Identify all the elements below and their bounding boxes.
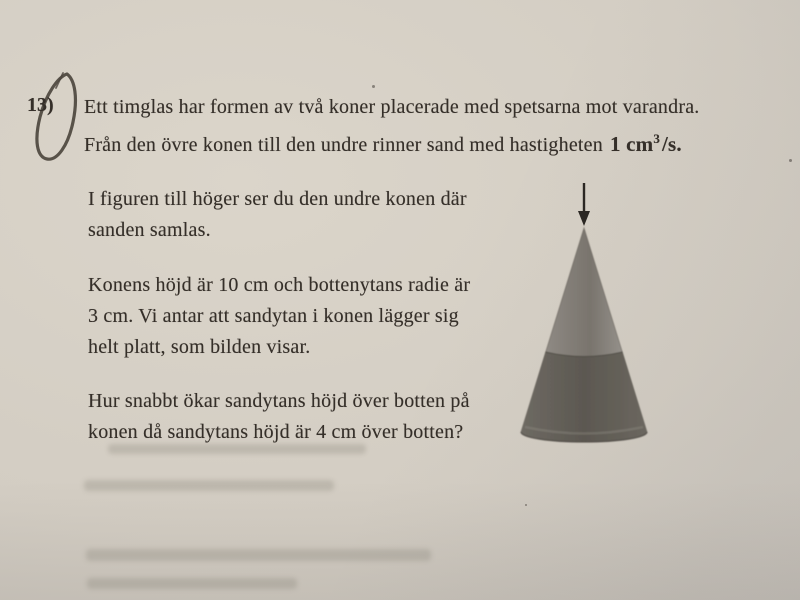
statement-paragraph xyxy=(84,92,699,161)
statement-line-2-text: Från den övre konen till den undre rinner sand med hastigheten xyxy=(84,134,603,156)
paper-speck xyxy=(372,85,375,88)
ghost-text-line xyxy=(86,549,431,561)
paragraph2-line-1: I figuren till höger ser du den undre konen där xyxy=(88,188,467,210)
paragraph2-line-2: sanden samlas. xyxy=(88,219,211,241)
cone-figure xyxy=(498,168,673,463)
paragraph3-line-1: Konens höjd är 10 cm och bottenytans radie är xyxy=(88,274,471,296)
paragraph4-line-2: konen då sandytans höjd är 4 cm över botten? xyxy=(88,421,464,443)
flow-rate-formula: 1 $cm^3/s$. xyxy=(609,131,682,156)
ghost-text-line xyxy=(108,444,366,454)
paper-speck xyxy=(789,159,792,162)
sand-region xyxy=(521,352,647,442)
figure-reference-paragraph xyxy=(88,184,467,246)
paragraph3-line-2: 3 cm. Vi antar att sandytan i konen lägger sig xyxy=(88,305,459,327)
statement-line-2 xyxy=(84,123,699,161)
sand-inflow-arrow-icon xyxy=(578,183,590,226)
rate-exponent: 3 xyxy=(653,131,661,146)
paragraph4-line-1: Hur snabbt ökar sandytans höjd över botten på xyxy=(88,390,470,412)
statement-line-1: Ett timglas har formen av två koner placerade med spetsarna mot varandra. xyxy=(84,96,700,118)
paragraph3-line-3: helt platt, som bilden visar. xyxy=(88,336,311,358)
pen-flick-stroke xyxy=(56,73,63,88)
ghost-text-line xyxy=(87,578,297,589)
ghost-text-line xyxy=(84,480,334,491)
dimensions-paragraph xyxy=(88,270,470,363)
problem-number: 13) xyxy=(27,94,54,116)
paper-speck xyxy=(525,504,527,506)
question-paragraph xyxy=(88,386,470,448)
